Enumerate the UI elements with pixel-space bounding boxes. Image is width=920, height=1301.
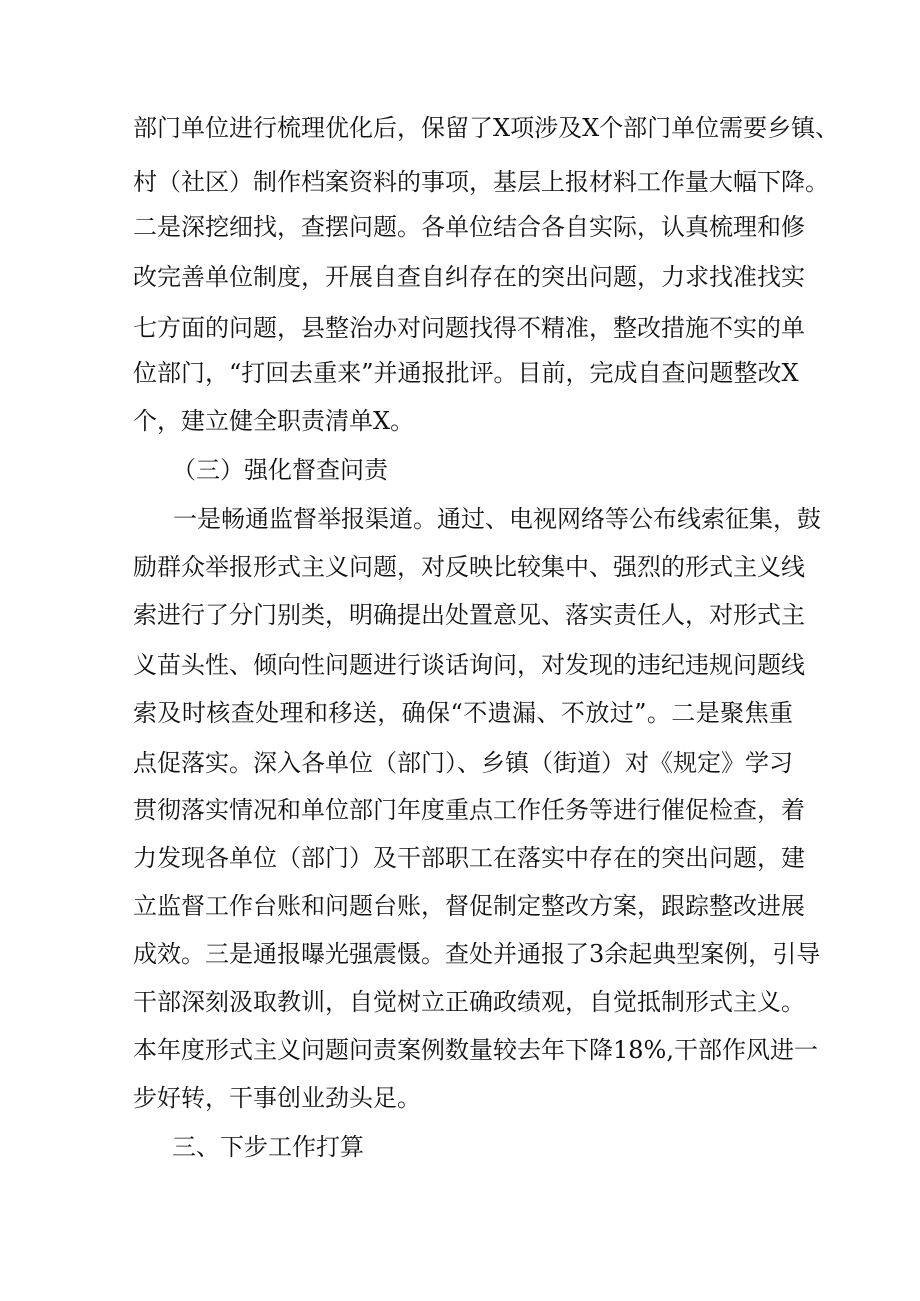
text-line-5: 七方面的问题，县整治办对问题找得不精准，整改措施不实的单 — [133, 314, 805, 342]
text-line-20: 本年度形式主义问题问责案例数量较去年下降18%,干部作风进一 — [133, 1036, 818, 1064]
text-line-18: 成效。三是通报曝光强震慑。查处并通报了3余起典型案例，引导 — [133, 940, 821, 968]
text-line-19: 干部深刻汲取教训，自觉树立正确政绩观，自觉抵制形式主义。 — [133, 988, 805, 1016]
text-line-3: 二是深挖细找，查摆问题。各单位结合各自实际，认真梳理和修 — [133, 213, 805, 241]
section-heading-next-steps: 三、下步工作打算 — [172, 1133, 364, 1161]
text-line-13: 索及时核查处理和移送，确保“不遗漏、不放过”。二是聚焦重 — [133, 699, 793, 727]
text-line-1: 部门单位进行梳理优化后，保留了X项涉及X个部门单位需要乡镇、 — [133, 114, 840, 142]
text-line-7: 个，建立健全职责清单X。 — [133, 407, 415, 435]
text-line-4: 改完善单位制度，开展自查自纠存在的突出问题，力求找准找实 — [133, 263, 805, 291]
text-line-15: 贯彻落实情况和单位部门年度重点工作任务等进行催促检查，着 — [133, 796, 805, 824]
text-line-10: 励群众举报形式主义问题，对反映比较集中、强烈的形式主义线 — [133, 553, 805, 581]
text-line-9: 一是畅通监督举报渠道。通过、电视网络等公布线索征集，鼓 — [173, 505, 821, 533]
text-line-21: 步好转，干事创业劲头足。 — [133, 1084, 421, 1112]
text-line-11: 索进行了分门别类，明确提出处置意见、落实责任人，对形式主 — [133, 601, 805, 629]
text-line-12: 义苗头性、倾向性问题进行谈话询问，对发现的违纪违规问题线 — [133, 651, 805, 679]
text-line-17: 立监督工作台账和问题台账，督促制定整改方案，跟踪整改进展 — [133, 892, 805, 920]
text-line-14: 点促落实。深入各单位（部门）、乡镇（街道）对《规定》学习 — [133, 749, 793, 777]
text-line-6: 位部门，“打回去重来”并通报批评。目前，完成自查问题整改X — [133, 359, 799, 387]
text-line-16: 力发现各单位（部门）及干部职工在落实中存在的突出问题，建 — [133, 844, 805, 872]
text-line-2: 村（社区）制作档案资料的事项，基层上报材料工作量大幅下降。 — [133, 168, 829, 196]
section-heading-3: （三）强化督查问责 — [172, 456, 388, 484]
